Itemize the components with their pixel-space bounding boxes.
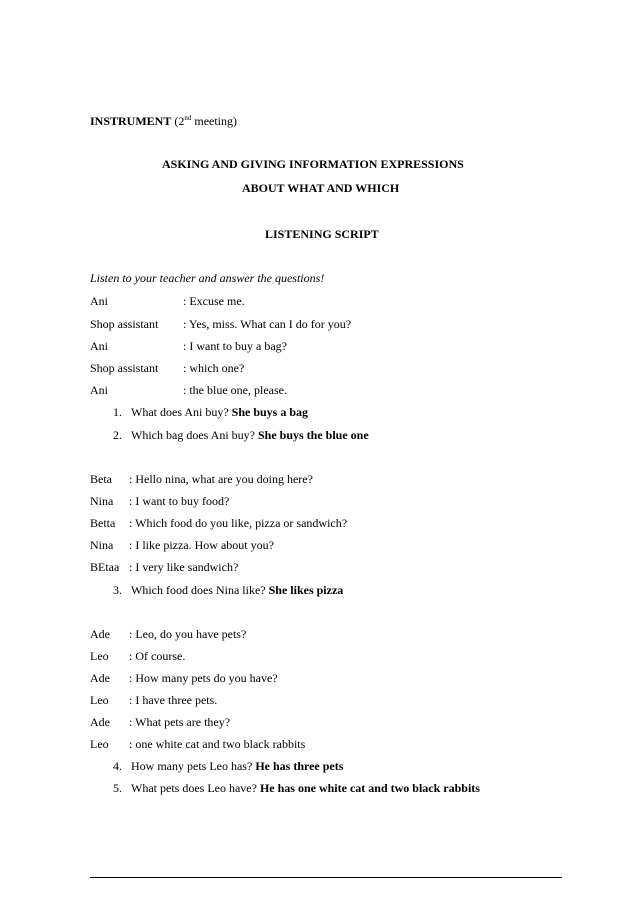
speaker: Leo (90, 649, 109, 663)
speaker: Shop assistant (90, 361, 159, 375)
dialogue-line: : Which food do you like, pizza or sandwich? (129, 516, 348, 530)
speaker: Betta (90, 516, 116, 530)
answer-text: She buys the blue one (257, 428, 369, 442)
speaker: BEtaa (90, 560, 120, 574)
question-text: How many pets Leo has? (131, 759, 253, 773)
dialogue-line: : I have three pets. (129, 693, 218, 707)
question-text: Which bag does Ani buy? (131, 428, 255, 442)
question-number: 3. (113, 583, 122, 597)
instrument-heading (90, 114, 237, 128)
question-text: What pets does Leo have? (131, 781, 257, 795)
listening-script-subtitle: LISTENING SCRIPT (265, 227, 379, 241)
answer-text: He has three pets (255, 759, 344, 773)
speaker: Shop assistant (90, 317, 159, 331)
question-item (131, 405, 308, 419)
question-text: What does Ani buy? (131, 405, 229, 419)
dialogue-line: : I want to buy a bag? (183, 339, 287, 353)
question-item (131, 583, 343, 597)
dialogue-line: : Leo, do you have pets? (129, 627, 247, 641)
dialogue-line: : How many pets do you have? (129, 671, 278, 685)
question-number: 2. (113, 428, 122, 442)
speaker: Ade (90, 715, 110, 729)
meeting-sup: nd (184, 114, 192, 122)
dialogue-line: : Excuse me. (183, 294, 245, 308)
speaker: Nina (90, 538, 114, 552)
dialogue-line: : which one? (183, 361, 245, 375)
question-number: 5. (113, 781, 122, 795)
speaker: Ani (90, 339, 108, 353)
speaker: Leo (90, 737, 109, 751)
instruction: Listen to your teacher and answer the questions! (90, 271, 325, 285)
answer-text: He has one white cat and two black rabbits (259, 781, 480, 795)
speaker: Beta (90, 472, 112, 486)
question-item (131, 781, 480, 795)
question-number: 1. (113, 405, 122, 419)
speaker: Nina (90, 494, 114, 508)
dialogue-line: : What pets are they? (129, 715, 231, 729)
speaker: Ade (90, 671, 110, 685)
meeting-open: (2 (174, 114, 185, 128)
dialogue-line: : Yes, miss. What can I do for you? (183, 317, 352, 331)
dialogue-line: : I want to buy food? (129, 494, 230, 508)
dialogue-line: : the blue one, please. (183, 383, 287, 397)
question-text: Which food does Nina like? (131, 583, 266, 597)
answer-text: She likes pizza (268, 583, 344, 597)
dialogue-line: : one white cat and two black rabbits (129, 737, 306, 751)
dialogue-line: : Hello nina, what are you doing here? (129, 472, 313, 486)
dialogue-line: : I very like sandwich? (129, 560, 239, 574)
question-number: 4. (113, 759, 122, 773)
footer-divider (90, 877, 562, 878)
speaker: Ani (90, 383, 108, 397)
question-item (131, 428, 369, 442)
title-line-2: ABOUT WHAT AND WHICH (242, 181, 400, 195)
title-line-1: ASKING AND GIVING INFORMATION EXPRESSIONS (162, 157, 464, 171)
dialogue-line: : Of course. (129, 649, 186, 663)
meeting-close: meeting) (191, 114, 238, 128)
speaker: Ade (90, 627, 110, 641)
question-item (131, 759, 343, 773)
speaker: Ani (90, 294, 108, 308)
speaker: Leo (90, 693, 109, 707)
instrument-label: INSTRUMENT (90, 114, 172, 128)
dialogue-line: : I like pizza. How about you? (129, 538, 274, 552)
answer-text: She buys a bag (231, 405, 309, 419)
